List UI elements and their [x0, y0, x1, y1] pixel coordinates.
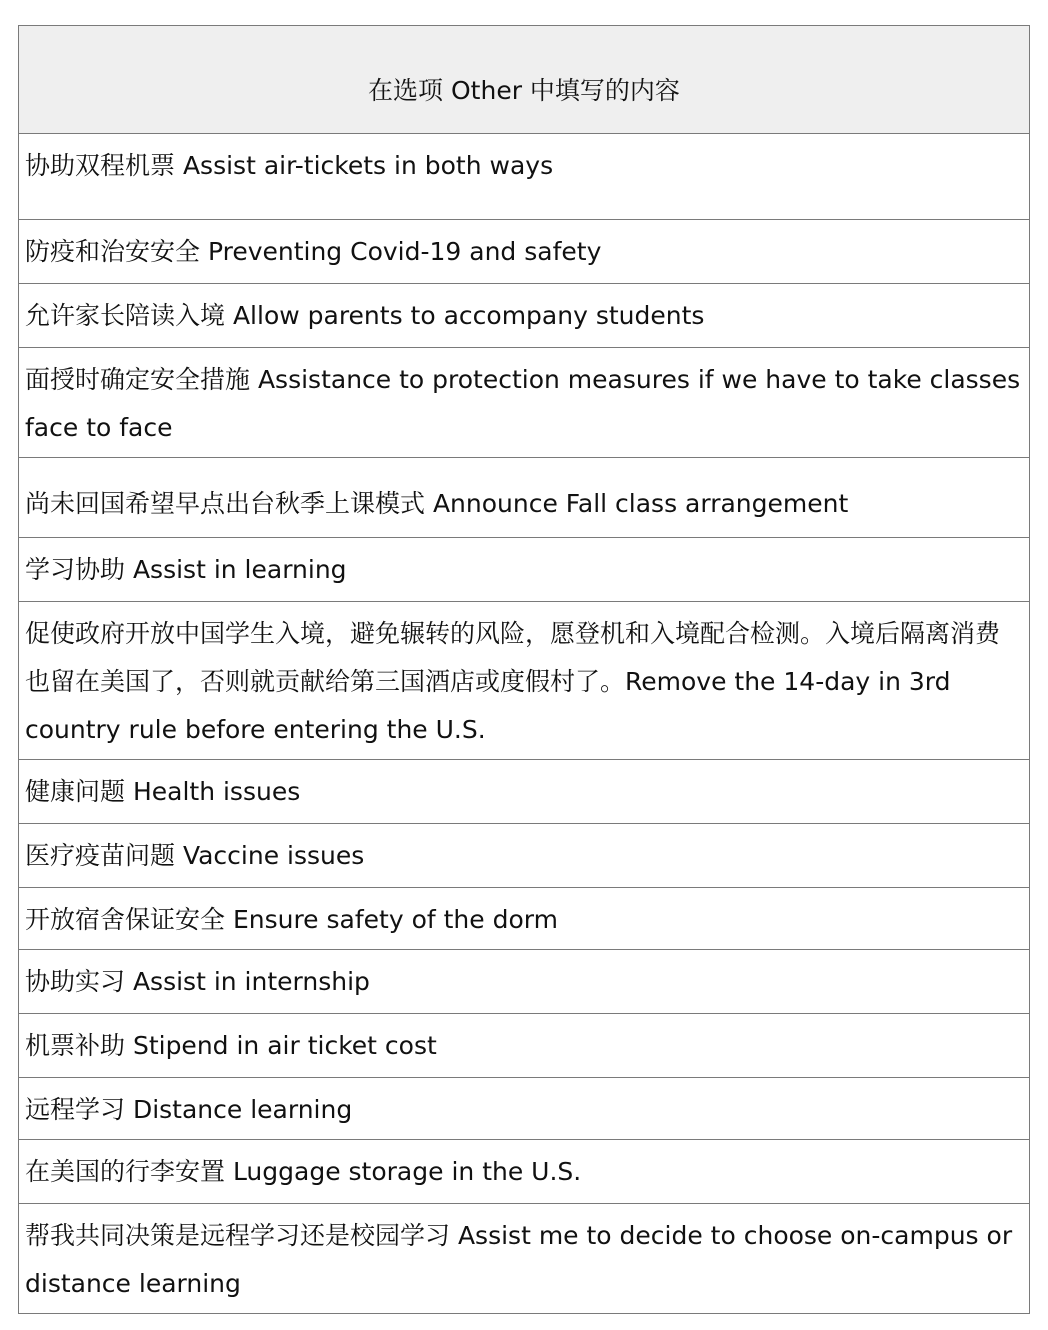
table-header-row — [19, 26, 1030, 134]
table-row — [19, 888, 1030, 950]
table-cell: 机票补助 Stipend in air ticket cost — [19, 1014, 1030, 1078]
table-cell: 医疗疫苗问题 Vaccine issues — [19, 824, 1030, 888]
table-row — [19, 950, 1030, 1014]
table-row — [19, 1014, 1030, 1078]
table-cell: 促使政府开放中国学生入境，避免辗转的风险，愿登机和入境配合检测。入境后隔离消费也留在美国了，否则就贡献给第三国酒店或度假村了。Remove the 14-day in 3rd country rule before entering the U.S. — [19, 602, 1030, 760]
table-row — [19, 602, 1030, 760]
responses-table — [18, 25, 1030, 1314]
table-cell: 健康问题 Health issues — [19, 760, 1030, 824]
table-cell: 允许家长陪读入境 Allow parents to accompany students — [19, 284, 1030, 348]
table-row — [19, 1078, 1030, 1140]
table-row — [19, 458, 1030, 538]
table-cell: 协助双程机票 Assist air-tickets in both ways — [19, 134, 1030, 220]
table-row — [19, 220, 1030, 284]
table-header: 在选项 Other 中填写的内容 — [19, 26, 1030, 134]
table-cell: 面授时确定安全措施 Assistance to protection measures if we have to take classes face to face — [19, 348, 1030, 458]
table-cell: 学习协助 Assist in learning — [19, 538, 1030, 602]
table-cell: 帮我共同决策是远程学习还是校园学习 Assist me to decide to choose on-campus or distance learning — [19, 1204, 1030, 1314]
table-row — [19, 1140, 1030, 1204]
table-cell: 防疫和治安安全 Preventing Covid-19 and safety — [19, 220, 1030, 284]
table-cell: 尚未回国希望早点出台秋季上课模式 Announce Fall class arrangement — [19, 458, 1030, 538]
table-row — [19, 1204, 1030, 1314]
table-row — [19, 538, 1030, 602]
table-row — [19, 824, 1030, 888]
table-cell: 在美国的行李安置 Luggage storage in the U.S. — [19, 1140, 1030, 1204]
table-cell: 远程学习 Distance learning — [19, 1078, 1030, 1140]
table-cell: 协助实习 Assist in internship — [19, 950, 1030, 1014]
table-row — [19, 760, 1030, 824]
table-row — [19, 284, 1030, 348]
table-row — [19, 348, 1030, 458]
table-cell: 开放宿舍保证安全 Ensure safety of the dorm — [19, 888, 1030, 950]
table-row — [19, 134, 1030, 220]
